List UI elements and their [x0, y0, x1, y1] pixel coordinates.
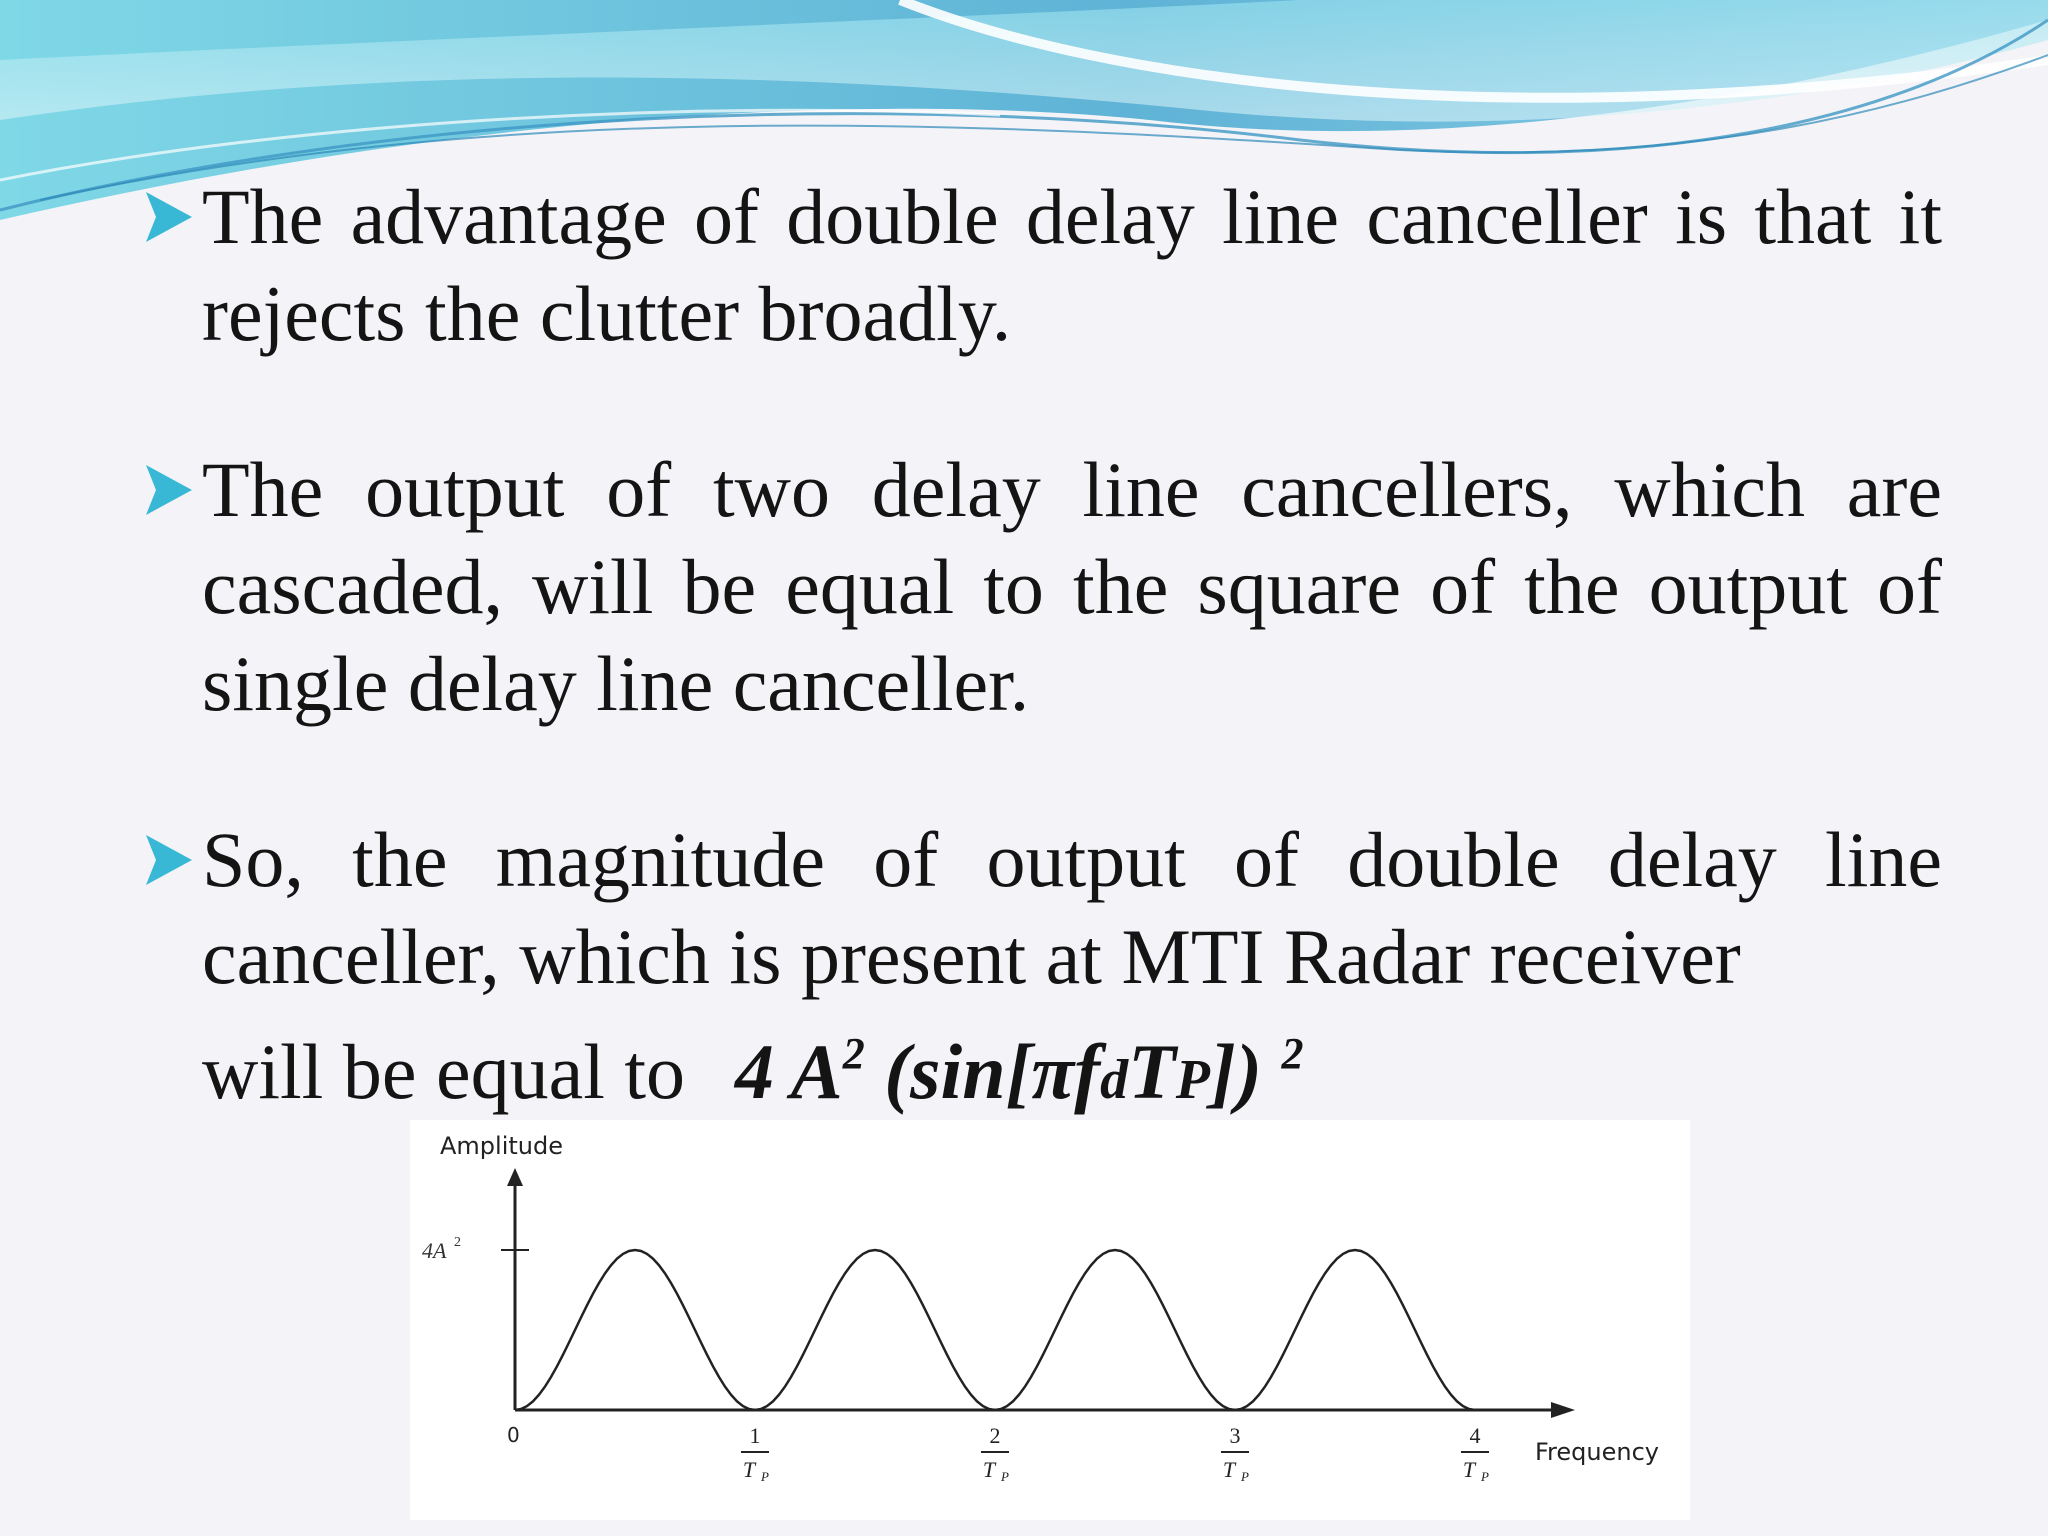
amplitude-curve [515, 1250, 1475, 1410]
x-tick-denominator: T [742, 1457, 756, 1482]
chart-canvas [410, 1120, 1690, 1520]
x-tick-denominator-subscript: P [1241, 1469, 1249, 1484]
bullet-text-tail: will be equal to [202, 1028, 686, 1115]
bullet-text-main: So, the magnitude of output of double delay line canceller, which is present at MTI Radar receiver [202, 816, 1942, 1000]
x-tick-denominator: T [982, 1457, 996, 1482]
x-tick-denominator: T [1462, 1457, 1476, 1482]
arrow-bullet-icon [142, 186, 196, 248]
x-tick-label: 2 [989, 1423, 1001, 1448]
bullet-item [142, 811, 1942, 1129]
bullet-last-line [202, 1005, 1942, 1129]
arrow-bullet-icon [142, 459, 196, 521]
bullet-text: The advantage of double delay line canceller is that it rejects the clutter broadly. [202, 173, 1942, 357]
x-tick-label: 4 [1469, 1423, 1481, 1448]
y-tick-label-exponent: 2 [454, 1235, 461, 1250]
bullet-list [142, 168, 1942, 1129]
y-tick-label: 4A [422, 1238, 447, 1263]
x-tick-denominator-subscript: P [761, 1469, 769, 1484]
bullet-text [202, 811, 1942, 1129]
x-tick-denominator: T [1222, 1457, 1236, 1482]
arrow-bullet-icon [142, 829, 196, 891]
bullet-item [142, 441, 1942, 732]
x-tick-denominator-subscript: P [1481, 1469, 1489, 1484]
amplitude-frequency-chart [410, 1120, 1690, 1520]
y-axis-arrow-icon [507, 1168, 523, 1186]
y-axis-label: Amplitude [440, 1132, 563, 1160]
bullet-item [142, 168, 1942, 362]
x-tick-label: 3 [1229, 1423, 1241, 1448]
x-tick-denominator-subscript: P [1001, 1469, 1009, 1484]
bullet-text: The output of two delay line cancellers, which are cascaded, will be equal to the square of the output of single delay line canceller. [202, 446, 1942, 727]
formula: 4 $A^2$ (sin[πfdTP]) $^2$ [735, 1028, 1304, 1115]
x-tick-label: 0 [507, 1423, 520, 1447]
x-axis-label: Frequency [1535, 1438, 1659, 1466]
x-tick-label: 1 [749, 1423, 761, 1448]
x-axis-arrow-icon [1551, 1402, 1575, 1418]
